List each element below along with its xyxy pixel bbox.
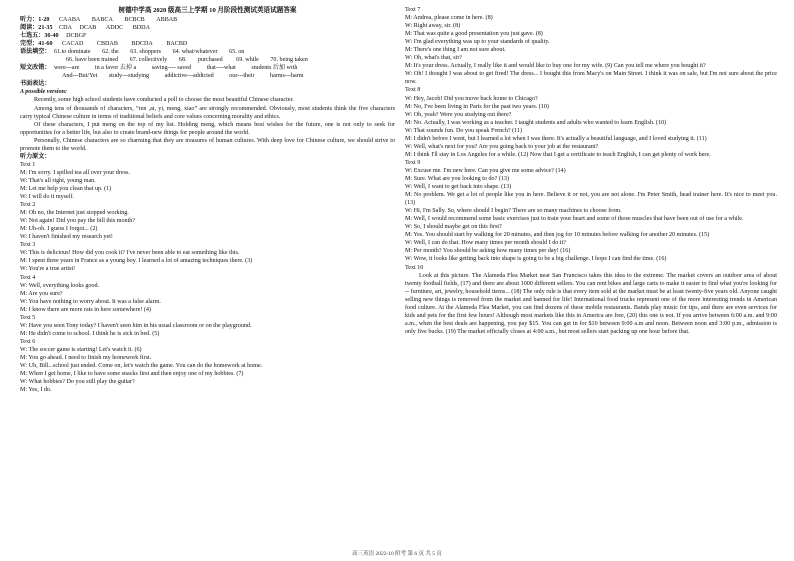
transcript-line: W: I'm glad everything was up to your standards of quality. xyxy=(405,39,550,46)
transcript-line: W: Have you seen Tony today? I haven't seen him in his usual classroom or on the playground. xyxy=(20,322,252,329)
transcript-line: M: No problem. We get a lot of people like you in here. Believe it or not, you are not alone. I'm Peter Smith, head trainer here. It's nice to meet you. (13) xyxy=(405,192,777,207)
page-footer: 高三英语 2022-10 阶考 第 6 页 共 5 页 xyxy=(352,551,442,557)
transcript-text-heading: Text 3 xyxy=(20,242,36,249)
right-column xyxy=(405,6,777,336)
writing-subtitle: A possible version: xyxy=(20,89,68,96)
transcript-line: M: I'm sorry. I spilled tea all over your dress. xyxy=(20,169,130,176)
transcript-line: M: I didn't before I went, but I learned a lot when I was there. It's actually a beautiful language, and I loved studying it. (11) xyxy=(405,135,707,142)
transcript-line: M: Well, I would recommend some basic exercises just to train your heart and some of those muscles that have been out of use for a while. xyxy=(405,216,744,223)
transcript-line: W: Uh, Bill...school just ended. Come on, let's watch the game. You can do the homework at home. xyxy=(20,363,263,370)
writing-paragraph: Among tens of thousands of characters, “ren ,ai, yi, meng, xiao” are strongly recommended. Obviously, most students think the five characters carry typical Chinese culture in terms of traditional beliefs and core values concerning morality and ethics. xyxy=(20,105,395,120)
transcript-line: W: Right away, sir. (8) xyxy=(405,23,461,30)
transcript-line: M: Sure. What are you looking to do? (13) xyxy=(405,175,509,182)
answer-row-correction-1: 短文改错： were---are in a favor 去掉 a saving---- saved that----what students 后加 with xyxy=(20,65,298,72)
transcript-line: W: Oh, yeah? Were you studying out there? xyxy=(405,111,512,118)
writing-paragraph: Recently, some high school students have conducted a poll to choose the most beautiful Chinese character. xyxy=(34,97,294,104)
transcript-line: W: I will do it myself. xyxy=(20,194,74,201)
transcript-line: W: Hey, Jacob! Did you move back home to Chicago? xyxy=(405,95,538,102)
answer-row-cloze: 完型：41-60 CACAD CBDAB BDCDA BACBD xyxy=(20,41,188,48)
transcript-text-heading: Text 10 xyxy=(405,264,424,271)
transcript-line: W: Well, what's next for you? Are you going back to your job at the restaurant? xyxy=(405,143,599,150)
transcript-line: M: No. Actually, I was working as a teacher. I taught students and adults who wanted to learn English. (10) xyxy=(405,119,667,126)
transcript-line: W: Oh, what's that, sir? xyxy=(405,55,463,62)
writing-paragraph: Of these characters, I put meng on the top of my list. Holding meng, which means best wishes for the future, one is not only to seek for opportunities for a better life, but also to create brand-new things for people around the world. xyxy=(20,121,395,136)
transcript-line: W: Well, I want to get back into shape. (13) xyxy=(405,184,512,191)
writing-paragraph: Personally, Chinese characters are so charming that they are treasures of human cultures. With deep love for Chinese culture, we should strive to promote them to the world. xyxy=(20,137,395,152)
transcript-text-heading: Text 9 xyxy=(405,159,421,166)
transcript-line: W: Well, everything looks good. xyxy=(20,282,100,289)
page-title: 树德中学高 2020 级高三上学期 10 月阶段性测试英语试题答案 xyxy=(118,7,297,14)
transcript-line: M: It's your dress. Actually, I really like it and would like to buy one for my wife. (9) Can you tell me where you bought it? xyxy=(405,63,706,70)
answer-row-listening: 听力：1-20 CAABA BABCA BCBCB ABBAB xyxy=(20,17,178,23)
transcript-right xyxy=(405,6,777,272)
transcript-line: M: I spent three years in France as a young boy. I learned a lot of amazing techniques there. (3) xyxy=(20,258,253,265)
writing-heading: 书面表达： xyxy=(20,81,51,88)
transcript-text-heading: Text 2 xyxy=(20,202,36,209)
transcript-line: M: Yes. You should start by walking for 20 minutes, and then jog for 10 minutes before walking for another 20 minutes. (15) xyxy=(405,232,710,239)
transcript-text-heading: Text 6 xyxy=(20,338,36,345)
transcript-line: W: I haven't finished my research yet! xyxy=(20,234,113,241)
transcript-line: M: Are you sure? xyxy=(20,290,63,297)
transcript-line: M: I know there are more rats in here somewhere! (4) xyxy=(20,306,151,313)
transcript-line: W: This is delicious! How did you cook it? I've never been able to eat something like this. xyxy=(20,250,240,257)
left-column xyxy=(20,6,395,394)
transcript-text-heading: Text 4 xyxy=(20,274,36,281)
transcript-line: M: Let me help you clean that up. (1) xyxy=(20,185,112,192)
transcript-line: W: So, I should maybe get on this first? xyxy=(405,224,502,231)
transcript-line: W: What hobbies? Do you still play the guitar? xyxy=(20,379,135,386)
transcript-line: W: Excuse me. I'm new here. Can you give me some advice? (14) xyxy=(405,167,566,174)
transcript-line: M: Uh-oh. I guess I forgot... (2) xyxy=(20,226,98,233)
answer-row-seven: 七选五：36-40 DCBGF xyxy=(20,33,87,40)
transcript-line: M: Andrea, please come in here. (8) xyxy=(405,15,493,22)
text10-paragraph: Look at this picture. The Alameda Flea Market near San Francisco takes this idea to the extreme. The market covers an outdoor area of about twenty football fields, (17) and there are about 1000 different sellers. You can rent bikes and large carts to make it easier to find what you're looking for -- furniture, art, jewelry, household items... (18) The only rule is that every item sold at the market must be at least twenty-five years old. Anyone caught selling new things is removed from the market and banned for life! International food trucks represent one of the more interesting trends in American food culture. At the Alameda Flea Market, you can find dozens of these mobile restaurants. Bands play music for tips, and there are even services for kids and pets for the first few hours! Although most markets like this in America are free, (20) this one is not. If you arrive between 6:00 a.m. and 9:00 a.m., when the best deals are happening, you pay $15. You can get in for $10 between 9:00 a.m and noon. Between noon and 3:00 p.m., admission is only five bucks. (19) The market officially closes at 4:00 a.m., but most sellers start packing up one hour before that. xyxy=(405,272,777,335)
transcript-text-heading: Text 1 xyxy=(20,161,36,168)
transcript-line: M: No, I've been living in Paris for the past two years. (10) xyxy=(405,103,549,110)
transcript-line: W: Well, I can do that. How many times per month should I do it? xyxy=(405,240,566,247)
transcript-line: W: Hi, I'm Sally. So, where should I begin? There are so many machines to choose from. xyxy=(405,208,622,215)
answer-row-grammar-1: 语法填空： 61.to dominate 62. the 63. shoppers 64. what/whatever 65. on xyxy=(20,49,245,56)
transcript-text-heading: Text 5 xyxy=(20,314,36,321)
transcript-text-heading: Text 8 xyxy=(405,87,421,94)
transcript-text-heading: Text 7 xyxy=(405,7,421,13)
transcript-left xyxy=(20,161,395,394)
transcript-line: M: There's one thing I am not sure about. xyxy=(405,47,506,54)
transcript-line: W: Oh! I thought I was about to get fired! The dress... I bought this from Macy's on Main Street. I think it was on sale, but I'm not sure about the price now. xyxy=(405,71,777,86)
transcript-line: W: Not again! Did you pay the bill this month? xyxy=(20,218,136,225)
transcript-line: W: You're a true artist! xyxy=(20,266,76,273)
transcript-heading: 听力原文： xyxy=(20,153,51,160)
answer-row-reading: 阅读：21-35 CDA DCAB ADDC BDDA xyxy=(20,25,150,32)
transcript-line: W: That sounds fun. Do you speak French? (11) xyxy=(405,127,523,134)
transcript-line: W: You have nothing to worry about. It was a false alarm. xyxy=(20,298,161,305)
transcript-line: M: Per month? You should be asking how many times per day! (16) xyxy=(405,248,571,255)
transcript-line: M: When I get home, I like to have some snacks first and then enjoy one of my hobbies. (7) xyxy=(20,371,244,378)
answer-row-grammar-2: 66. have been trained 67. collectively 68. purchased 69. while 70. being taken xyxy=(66,57,308,64)
transcript-line: M: That was quite a good presentation you just gave. (8) xyxy=(405,31,543,38)
answer-row-correction-2: And---But/Yet study---studying addictive---addicted our---their harms---harm xyxy=(62,73,304,80)
transcript-line: M: You go ahead. I need to finish my homework first. xyxy=(20,354,152,361)
transcript-line: M: Oh no, the Internet just stopped working. xyxy=(20,210,129,217)
transcript-line: W: That's all right, young man. xyxy=(20,177,96,184)
transcript-line: M: I think I'll stay in Los Angeles for a while. (12) Now that I get a certificate to teach English, I can get plenty of work here. xyxy=(405,151,711,158)
transcript-line: M: He didn't come to school. I think he is sick in bed. (5) xyxy=(20,330,160,337)
transcript-line: W: Wow, it looks like getting back into shape is going to be a big challenge. I hope I can find the time. (16) xyxy=(405,256,667,263)
transcript-line: W: The soccer game is starting! Let's watch it. (6) xyxy=(20,346,142,353)
transcript-line: M: Yes, I do. xyxy=(20,387,52,394)
